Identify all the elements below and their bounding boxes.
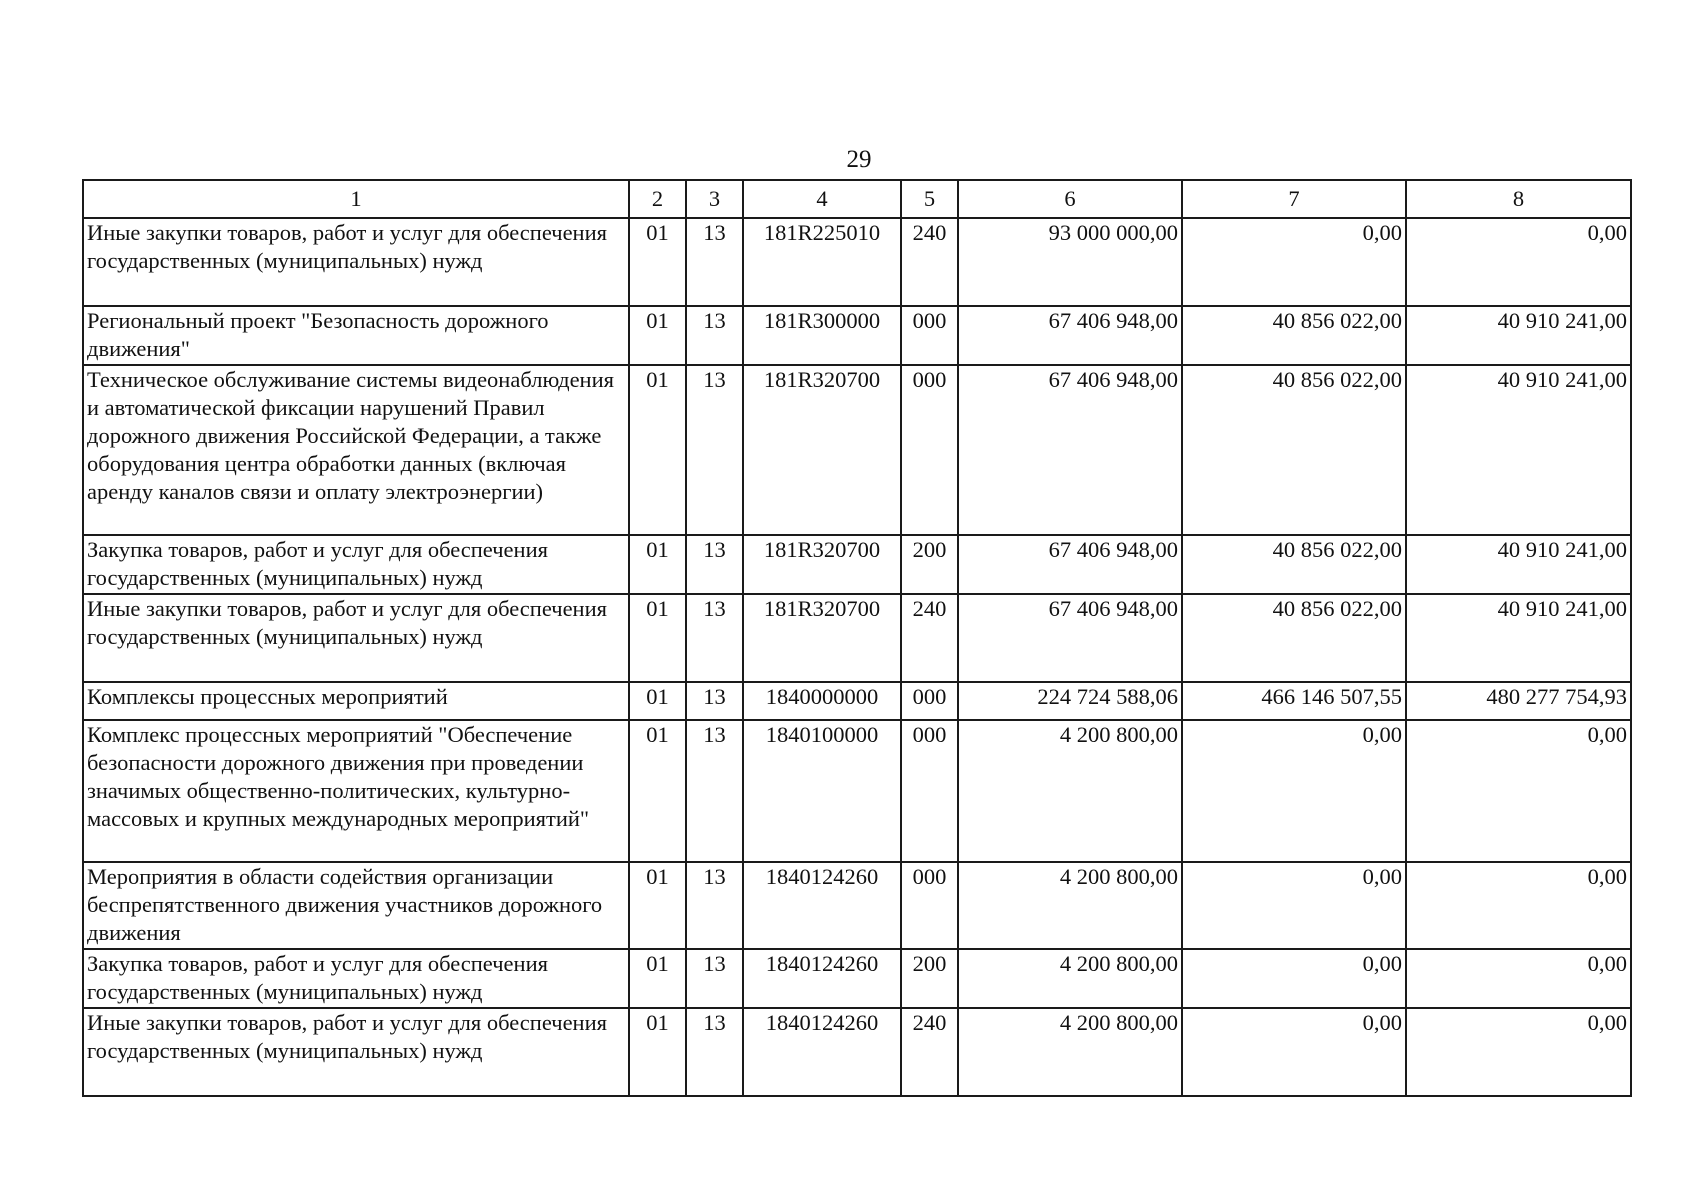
row-expense-type: 200 bbox=[901, 535, 958, 594]
row-amount-7: 40 856 022,00 bbox=[1182, 594, 1406, 682]
row-subsection: 13 bbox=[686, 1008, 743, 1096]
row-subsection: 13 bbox=[686, 365, 743, 535]
row-amount-7: 0,00 bbox=[1182, 862, 1406, 949]
header-cell: 3 bbox=[686, 180, 743, 218]
row-amount-7: 0,00 bbox=[1182, 949, 1406, 1008]
row-subsection: 13 bbox=[686, 535, 743, 594]
row-subsection: 13 bbox=[686, 949, 743, 1008]
row-target-code: 181R225010 bbox=[743, 218, 901, 306]
row-amount-6: 67 406 948,00 bbox=[958, 365, 1182, 535]
row-section: 01 bbox=[629, 862, 686, 949]
row-expense-type: 200 bbox=[901, 949, 958, 1008]
row-name: Комплекс процессных мероприятий "Обеспечение безопасности дорожного движения при проведении значимых общественно-политических, культурно-массовых и крупных международных мероприятий" bbox=[83, 720, 629, 862]
row-amount-8: 0,00 bbox=[1406, 720, 1631, 862]
header-cell: 6 bbox=[958, 180, 1182, 218]
row-amount-8: 0,00 bbox=[1406, 1008, 1631, 1096]
row-name: Мероприятия в области содействия организации беспрепятственного движения участников дорожного движения bbox=[83, 862, 629, 949]
row-amount-7: 466 146 507,55 bbox=[1182, 682, 1406, 720]
row-section: 01 bbox=[629, 306, 686, 365]
row-expense-type: 240 bbox=[901, 594, 958, 682]
row-name: Техническое обслуживание системы видеонаблюдения и автоматической фиксации нарушений Правил дорожного движения Российской Федерации, а также оборудования центра обработки данных (включая аренду каналов связи и оплату электроэнергии) bbox=[83, 365, 629, 535]
row-amount-6: 4 200 800,00 bbox=[958, 862, 1182, 949]
table-row bbox=[83, 365, 1631, 535]
row-name: Иные закупки товаров, работ и услуг для обеспечения государственных (муниципальных) нужд bbox=[83, 218, 629, 306]
header-cell: 8 bbox=[1406, 180, 1631, 218]
row-amount-8: 40 910 241,00 bbox=[1406, 535, 1631, 594]
table-header-row bbox=[83, 180, 1631, 218]
row-amount-8: 480 277 754,93 bbox=[1406, 682, 1631, 720]
row-amount-7: 0,00 bbox=[1182, 1008, 1406, 1096]
row-section: 01 bbox=[629, 682, 686, 720]
row-amount-6: 4 200 800,00 bbox=[958, 720, 1182, 862]
row-amount-8: 40 910 241,00 bbox=[1406, 306, 1631, 365]
row-section: 01 bbox=[629, 365, 686, 535]
header-cell: 2 bbox=[629, 180, 686, 218]
row-amount-7: 40 856 022,00 bbox=[1182, 365, 1406, 535]
row-amount-6: 67 406 948,00 bbox=[958, 306, 1182, 365]
row-target-code: 1840100000 bbox=[743, 720, 901, 862]
row-amount-8: 0,00 bbox=[1406, 218, 1631, 306]
row-target-code: 181R320700 bbox=[743, 535, 901, 594]
row-section: 01 bbox=[629, 720, 686, 862]
row-subsection: 13 bbox=[686, 218, 743, 306]
header-cell: 4 bbox=[743, 180, 901, 218]
table-row bbox=[83, 218, 1631, 306]
table-row bbox=[83, 594, 1631, 682]
row-target-code: 1840124260 bbox=[743, 862, 901, 949]
table-row bbox=[83, 682, 1631, 720]
row-amount-6: 67 406 948,00 bbox=[958, 535, 1182, 594]
table-row bbox=[83, 1008, 1631, 1096]
table-row bbox=[83, 949, 1631, 1008]
row-amount-7: 0,00 bbox=[1182, 720, 1406, 862]
row-amount-8: 40 910 241,00 bbox=[1406, 365, 1631, 535]
table-row bbox=[83, 720, 1631, 862]
row-name: Иные закупки товаров, работ и услуг для обеспечения государственных (муниципальных) нужд bbox=[83, 1008, 629, 1096]
row-amount-7: 40 856 022,00 bbox=[1182, 535, 1406, 594]
row-amount-6: 4 200 800,00 bbox=[958, 949, 1182, 1008]
row-section: 01 bbox=[629, 949, 686, 1008]
row-target-code: 181R320700 bbox=[743, 365, 901, 535]
row-amount-6: 93 000 000,00 bbox=[958, 218, 1182, 306]
row-subsection: 13 bbox=[686, 862, 743, 949]
row-name: Комплексы процессных мероприятий bbox=[83, 682, 629, 720]
row-section: 01 bbox=[629, 535, 686, 594]
row-expense-type: 000 bbox=[901, 365, 958, 535]
budget-table bbox=[82, 179, 1632, 1097]
row-expense-type: 240 bbox=[901, 1008, 958, 1096]
row-target-code: 181R320700 bbox=[743, 594, 901, 682]
header-cell: 7 bbox=[1182, 180, 1406, 218]
row-amount-8: 0,00 bbox=[1406, 949, 1631, 1008]
row-target-code: 1840000000 bbox=[743, 682, 901, 720]
row-expense-type: 000 bbox=[901, 682, 958, 720]
row-section: 01 bbox=[629, 594, 686, 682]
header-cell: 1 bbox=[83, 180, 629, 218]
row-amount-6: 67 406 948,00 bbox=[958, 594, 1182, 682]
page-number: 29 bbox=[846, 146, 872, 173]
row-amount-8: 0,00 bbox=[1406, 862, 1631, 949]
row-target-code: 1840124260 bbox=[743, 949, 901, 1008]
header-cell: 5 bbox=[901, 180, 958, 218]
row-name: Закупка товаров, работ и услуг для обеспечения государственных (муниципальных) нужд bbox=[83, 949, 629, 1008]
row-amount-7: 40 856 022,00 bbox=[1182, 306, 1406, 365]
row-subsection: 13 bbox=[686, 306, 743, 365]
row-section: 01 bbox=[629, 218, 686, 306]
row-amount-6: 224 724 588,06 bbox=[958, 682, 1182, 720]
row-name: Региональный проект "Безопасность дорожного движения" bbox=[83, 306, 629, 365]
row-name: Иные закупки товаров, работ и услуг для обеспечения государственных (муниципальных) нужд bbox=[83, 594, 629, 682]
table-row bbox=[83, 535, 1631, 594]
row-target-code: 1840124260 bbox=[743, 1008, 901, 1096]
row-expense-type: 000 bbox=[901, 862, 958, 949]
row-expense-type: 000 bbox=[901, 720, 958, 862]
row-target-code: 181R300000 bbox=[743, 306, 901, 365]
row-amount-7: 0,00 bbox=[1182, 218, 1406, 306]
table-row bbox=[83, 862, 1631, 949]
row-subsection: 13 bbox=[686, 720, 743, 862]
table-row bbox=[83, 306, 1631, 365]
row-amount-6: 4 200 800,00 bbox=[958, 1008, 1182, 1096]
row-name: Закупка товаров, работ и услуг для обеспечения государственных (муниципальных) нужд bbox=[83, 535, 629, 594]
row-subsection: 13 bbox=[686, 682, 743, 720]
row-expense-type: 000 bbox=[901, 306, 958, 365]
row-expense-type: 240 bbox=[901, 218, 958, 306]
row-section: 01 bbox=[629, 1008, 686, 1096]
row-amount-8: 40 910 241,00 bbox=[1406, 594, 1631, 682]
row-subsection: 13 bbox=[686, 594, 743, 682]
